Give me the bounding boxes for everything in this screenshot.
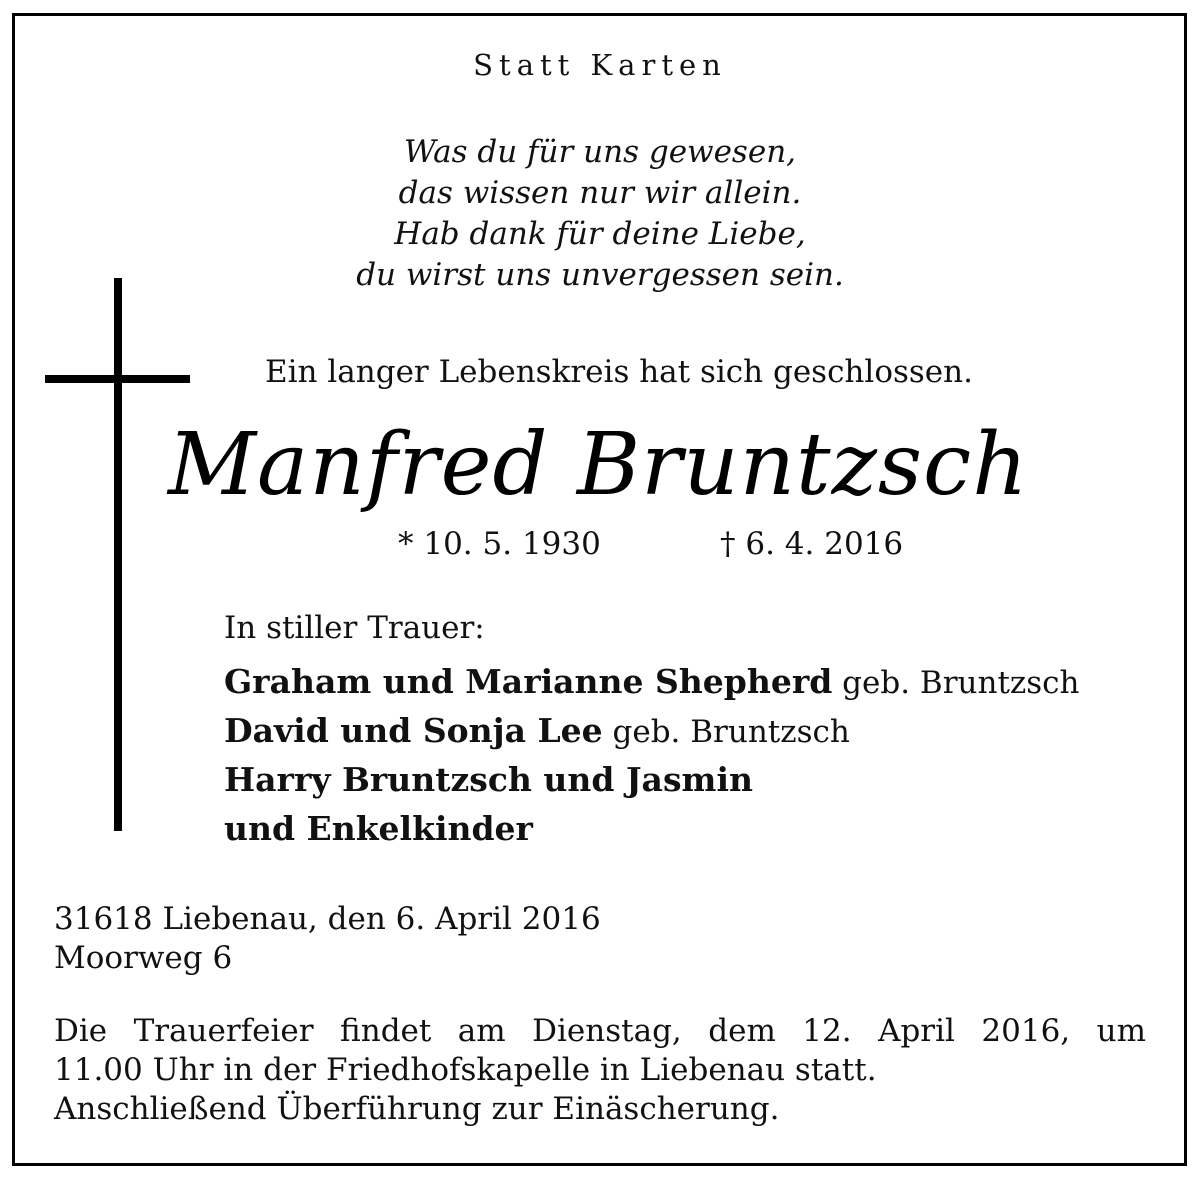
header-statt-karten: Statt Karten bbox=[473, 48, 727, 82]
death-date: † 6. 4. 2016 bbox=[720, 526, 904, 562]
mourner-row bbox=[224, 756, 1079, 805]
mourner-row bbox=[224, 658, 1079, 707]
mourner-name: David und Sonja Lee bbox=[224, 711, 603, 750]
funeral-service-info bbox=[54, 1012, 1146, 1129]
cross-icon bbox=[114, 278, 122, 831]
address: Moorweg 6 bbox=[54, 940, 233, 976]
place-and-address bbox=[54, 900, 601, 978]
poem bbox=[0, 132, 1200, 296]
mourners-list bbox=[224, 658, 1079, 854]
mourner-name: und Enkelkinder bbox=[224, 809, 533, 848]
service-line: Die Trauerfeier findet am Dienstag, dem 12. April 2016, um bbox=[54, 1013, 1146, 1049]
poem-line: du wirst uns unvergessen sein. bbox=[356, 257, 844, 293]
mourner-name: Harry Bruntzsch und Jasmin bbox=[224, 760, 753, 799]
mourner-note: geb. Bruntzsch bbox=[832, 665, 1080, 701]
birth-date: * 10. 5. 1930 bbox=[398, 526, 601, 562]
poem-line: das wissen nur wir allein. bbox=[398, 175, 802, 211]
service-line: 11.00 Uhr in der Friedhofskapelle in Liebenau statt. bbox=[54, 1052, 877, 1088]
service-line: Anschließend Überführung zur Einäscherung. bbox=[54, 1091, 780, 1127]
mourner-row bbox=[224, 707, 1079, 756]
poem-line: Hab dank für deine Liebe, bbox=[394, 216, 806, 252]
mourner-row bbox=[224, 805, 1079, 854]
mourner-name: Graham und Marianne Shepherd bbox=[224, 662, 833, 701]
mourner-note: geb. Bruntzsch bbox=[602, 714, 850, 750]
cross-icon-bar bbox=[45, 375, 190, 383]
mourning-intro: In stiller Trauer: bbox=[224, 610, 485, 646]
deceased-name: Manfred Bruntzsch bbox=[168, 415, 1029, 515]
poem-line: Was du für uns gewesen, bbox=[403, 134, 797, 170]
place-date: 31618 Liebenau, den 6. April 2016 bbox=[54, 901, 601, 937]
intro-text: Ein langer Lebenskreis hat sich geschlossen. bbox=[265, 354, 973, 390]
